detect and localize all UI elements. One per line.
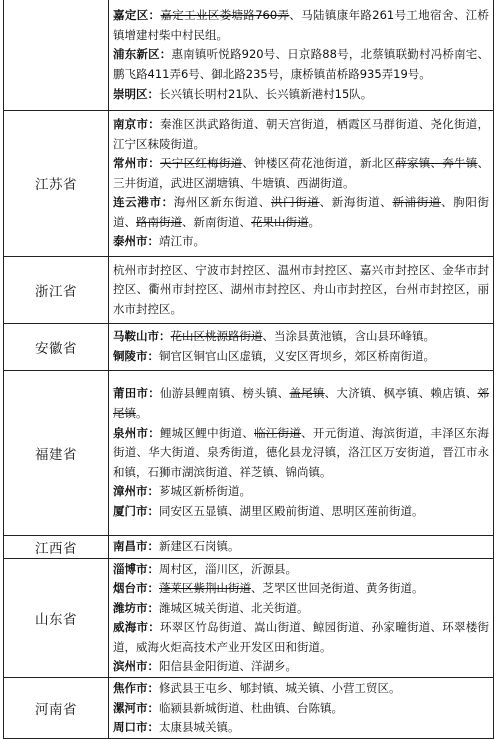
entry-text: 铜官区铜官山区虚镇，义安区胥坝乡，郊区桥南街道。 <box>159 349 435 363</box>
province-cell: 河南省 <box>4 678 109 739</box>
entry-paragraph <box>113 154 489 193</box>
entry-text: 、当涂县黄池镇，含山县环峰镇。 <box>262 329 435 344</box>
struck-text: 天宁区红梅街道 <box>160 156 243 171</box>
city-name: 烟台市： <box>113 581 159 596</box>
province-cell: 山东省 <box>4 558 109 678</box>
entry-text: 、新海街道、 <box>319 195 393 210</box>
city-name: 崇明区： <box>113 86 159 101</box>
entry-paragraph <box>113 6 489 45</box>
entry-paragraph <box>113 599 489 619</box>
province-cell <box>4 0 109 110</box>
table-row <box>4 256 494 323</box>
city-name: 铜陵市： <box>113 349 159 363</box>
entry-text: 、开元街道、海滨街道，丰泽区东海街道、华大街道、泉秀街道，德化县龙浔镇，洛江区万安街道，晋江市永和镇，石狮市湖滨街道、祥芝镇、锦尚镇。 <box>113 425 490 479</box>
entry-paragraph <box>113 193 489 232</box>
entry-text: 太康县城关镇。 <box>159 720 240 735</box>
struck-text: 薛家镇 <box>395 156 431 171</box>
struck-text: 郊尾镇 <box>113 386 490 421</box>
struck-text: 新浦街道 <box>392 195 442 210</box>
city-name: 威海市： <box>113 620 161 635</box>
entry-text: 同安区五显镇、湖里区殿前街道、思明区莲前街道。 <box>159 503 424 518</box>
content-cell <box>109 678 494 739</box>
table-row <box>4 110 494 256</box>
city-name: 南昌市： <box>113 539 159 554</box>
content-cell <box>109 558 494 678</box>
city-name: 淄博市： <box>113 561 159 576</box>
entry-text: 长兴镇长明村21队、长兴镇新港村15队。 <box>159 86 373 101</box>
city-name: 马鞍山市： <box>113 329 171 344</box>
city-name: 莆田市： <box>113 386 161 401</box>
entry-text: 靖江市。 <box>159 234 205 249</box>
content-cell <box>109 535 494 558</box>
province-cell: 浙江省 <box>4 256 109 323</box>
entry-text: 、马陆镇康年路261号工地宿舍、江桥镇增建村柴中村民组。 <box>113 8 490 42</box>
struck-text: 盖尾镇 <box>289 386 325 401</box>
entry-text: 芗城区新桥街道。 <box>159 484 251 499</box>
entry-text: 、三井街道，武进区湖塘镇、牛塘镇、西湖街道。 <box>113 156 490 190</box>
entry-paragraph <box>113 85 489 105</box>
entry-text: 惠南镇听悦路920号、日京路88号，北蔡镇联勤村冯桥南宅、鹏飞路411弄6号、御北路235号，康桥镇苗桥路935弄19号。 <box>113 47 489 82</box>
entry-paragraph <box>113 502 489 522</box>
entry-paragraph <box>113 718 489 738</box>
entry-text: 、芝罘区世回尧街道、黄务街道。 <box>251 581 424 596</box>
table-row <box>4 370 494 535</box>
content-cell <box>109 110 494 256</box>
struck-text: 、奔牛镇 <box>430 156 478 171</box>
entry-text: 修武县王屯乡、郇封镇、城关镇、小营工贸区。 <box>159 681 401 696</box>
entry-text: 阳信县金阳街道、洋湖乡。 <box>159 659 297 674</box>
entry-text: 秦淮区洪武路街道、朝天宫街道，栖霞区马群街道、尧化街道，江宁区秣陵街道。 <box>113 116 490 151</box>
entry-paragraph <box>113 537 489 557</box>
struck-text: 路南街道 <box>136 214 182 229</box>
entry-paragraph <box>113 232 489 252</box>
table-row <box>4 0 494 110</box>
content-cell <box>109 323 494 370</box>
city-name: 连云港市： <box>113 195 174 210</box>
entry-paragraph <box>113 679 489 699</box>
table-row <box>4 678 494 739</box>
entry-text: 仙游县鲤南镇、榜头镇、 <box>160 386 290 401</box>
content-cell <box>109 256 494 323</box>
struck-text: 花果山街道 <box>251 214 309 229</box>
table-row <box>4 323 494 370</box>
city-name: 厦门市： <box>113 503 159 518</box>
region-table <box>3 0 494 739</box>
entry-text: 、大济镇、枫亭镇、赖店镇、 <box>324 386 478 401</box>
entry-text: 海州区新东街道、 <box>173 195 271 210</box>
struck-text: 嘉定工业区娄塘路760弄 <box>160 8 290 23</box>
entry-paragraph <box>113 657 489 677</box>
entry-text: 环翠区竹岛街道、嵩山街道、鲸园街道、孙家疃街道、环翠楼街道，威海火炬高技术产业开发区田和街道。 <box>113 620 490 654</box>
entry-text: 、新南街道、 <box>182 214 251 229</box>
entry-paragraph <box>113 45 489 84</box>
city-name: 浦东新区： <box>113 47 172 62</box>
city-name: 周口市： <box>113 720 159 735</box>
entry-paragraph <box>113 261 489 320</box>
entry-paragraph <box>113 560 489 580</box>
entry-text: 杭州市封控区、宁波市封控区、温州市封控区、嘉兴市封控区、金华市封控区、衢州市封控区、湖州市封控区、舟山市封控区，台州市封控区，丽水市封控区。 <box>113 262 489 316</box>
entry-text: 鲤城区鲤中街道、 <box>160 425 255 440</box>
province-cell: 安徽省 <box>4 323 109 370</box>
entry-text: 、钟楼区荷花池街道，新北区 <box>242 156 396 171</box>
city-name: 泰州市： <box>113 234 159 249</box>
struck-text: 蓬莱区紫荆山街道 <box>159 581 251 596</box>
region-table-body <box>4 0 494 738</box>
struck-text: 花山区桃源路街道 <box>170 329 263 344</box>
entry-text: 潍城区城关街道、北关街道。 <box>159 600 309 615</box>
city-name: 南京市： <box>113 116 161 131</box>
city-name: 焦作市： <box>113 681 159 696</box>
city-name: 潍坊市： <box>113 600 159 615</box>
entry-text: 。 <box>136 406 148 421</box>
entry-text: 新建区石岗镇。 <box>159 539 240 554</box>
entry-paragraph <box>113 327 489 347</box>
city-name: 泉州市： <box>113 425 161 440</box>
entry-paragraph <box>113 699 489 719</box>
city-name: 漳州市： <box>113 484 159 499</box>
entry-paragraph <box>113 482 489 502</box>
entry-text: 周村区，淄川区，沂源县。 <box>159 561 297 576</box>
entry-paragraph <box>113 347 489 367</box>
city-name: 漯河市： <box>113 700 159 715</box>
province-cell: 福建省 <box>4 370 109 535</box>
entry-text: 临颍县新城街道、杜曲镇、台陈镇。 <box>159 700 343 715</box>
entry-paragraph <box>113 579 489 599</box>
content-cell <box>109 370 494 535</box>
table-row <box>4 535 494 558</box>
entry-paragraph <box>113 618 489 657</box>
entry-paragraph <box>113 384 489 423</box>
content-cell <box>109 0 494 110</box>
table-row <box>4 558 494 678</box>
city-name: 嘉定区： <box>113 8 161 23</box>
province-cell: 江苏省 <box>4 110 109 256</box>
entry-text: 、朐阳街道、 <box>113 195 490 229</box>
city-name: 滨州市： <box>113 659 159 674</box>
city-name: 常州市： <box>113 156 161 171</box>
province-cell: 江西省 <box>4 535 109 558</box>
entry-text: 。 <box>308 214 320 229</box>
struck-text: 洪门街道 <box>270 195 320 210</box>
entry-paragraph <box>113 115 489 154</box>
struck-text: 临江街道 <box>254 425 302 440</box>
entry-paragraph <box>113 424 489 483</box>
